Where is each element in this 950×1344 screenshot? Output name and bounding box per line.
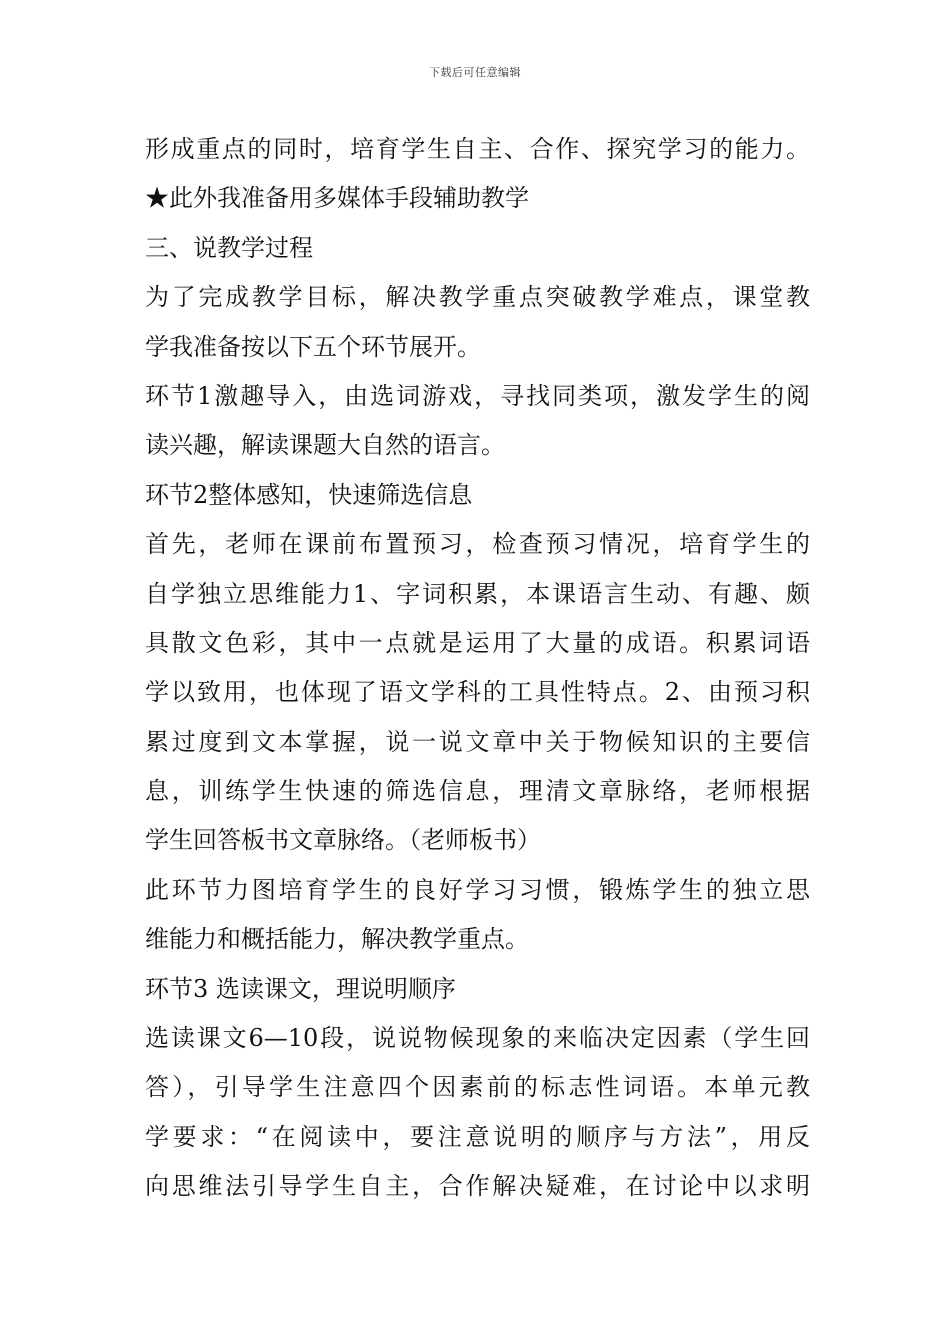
text-line: 形成重点的同时，培育学生自主、合作、探究学习的能力。 [145, 135, 810, 163]
section-heading: 三、说教学过程 [145, 233, 313, 262]
text-line: 选读课文6—10段，说说物候现象的来临决定因素（学生回 [145, 1024, 810, 1053]
text-line: 具散文色彩，其中一点就是运用了大量的成语。积累词语 [145, 628, 810, 657]
text-line: 向思维法引导学生自主，合作解决疑难，在讨论中以求明 [145, 1172, 810, 1201]
text-line: 为了完成教学目标，解决教学重点突破教学难点，课堂教 [145, 283, 810, 312]
page-header-note: 下载后可任意编辑 [429, 66, 521, 79]
text-line: 学生回答板书文章脉络。（老师板书） [145, 826, 541, 855]
document-body [145, 125, 810, 1212]
text-line: 累过度到文本掌握，说一说文章中关于物候知识的主要信 [145, 727, 810, 756]
text-line: 环节3 选读课文，理说明顺序 [145, 974, 456, 1003]
text-line: 环节1激趣导入，由选词游戏，寻找同类项，激发学生的阅 [145, 381, 810, 410]
text-line: 学要求：“在阅读中，要注意说明的顺序与方法”，用反 [145, 1122, 810, 1151]
text-line: ★此外我准备用多媒体手段辅助教学 [145, 184, 529, 213]
text-line: 学我准备按以下五个环节展开。 [145, 332, 481, 361]
text-line: 此环节力图培育学生的良好学习习惯，锻炼学生的独立思 [145, 875, 810, 904]
text-line: 环节2整体感知，快速筛选信息 [145, 480, 473, 509]
text-line: 读兴趣，解读课题大自然的语言。 [145, 431, 505, 460]
text-line: 学以致用，也体现了语文学科的工具性特点。2、由预习积 [145, 678, 810, 707]
text-line: 首先，老师在课前布置预习，检查预习情况，培育学生的 [145, 530, 810, 559]
text-line: 息，训练学生快速的筛选信息，理清文章脉络，老师根据 [145, 777, 810, 806]
text-line: 答），引导学生注意四个因素前的标志性词语。本单元教 [145, 1073, 810, 1102]
text-line: 自学独立思维能力1、字词积累，本课语言生动、有趣、颇 [145, 579, 810, 608]
text-line: 维能力和概括能力，解决教学重点。 [145, 925, 529, 954]
